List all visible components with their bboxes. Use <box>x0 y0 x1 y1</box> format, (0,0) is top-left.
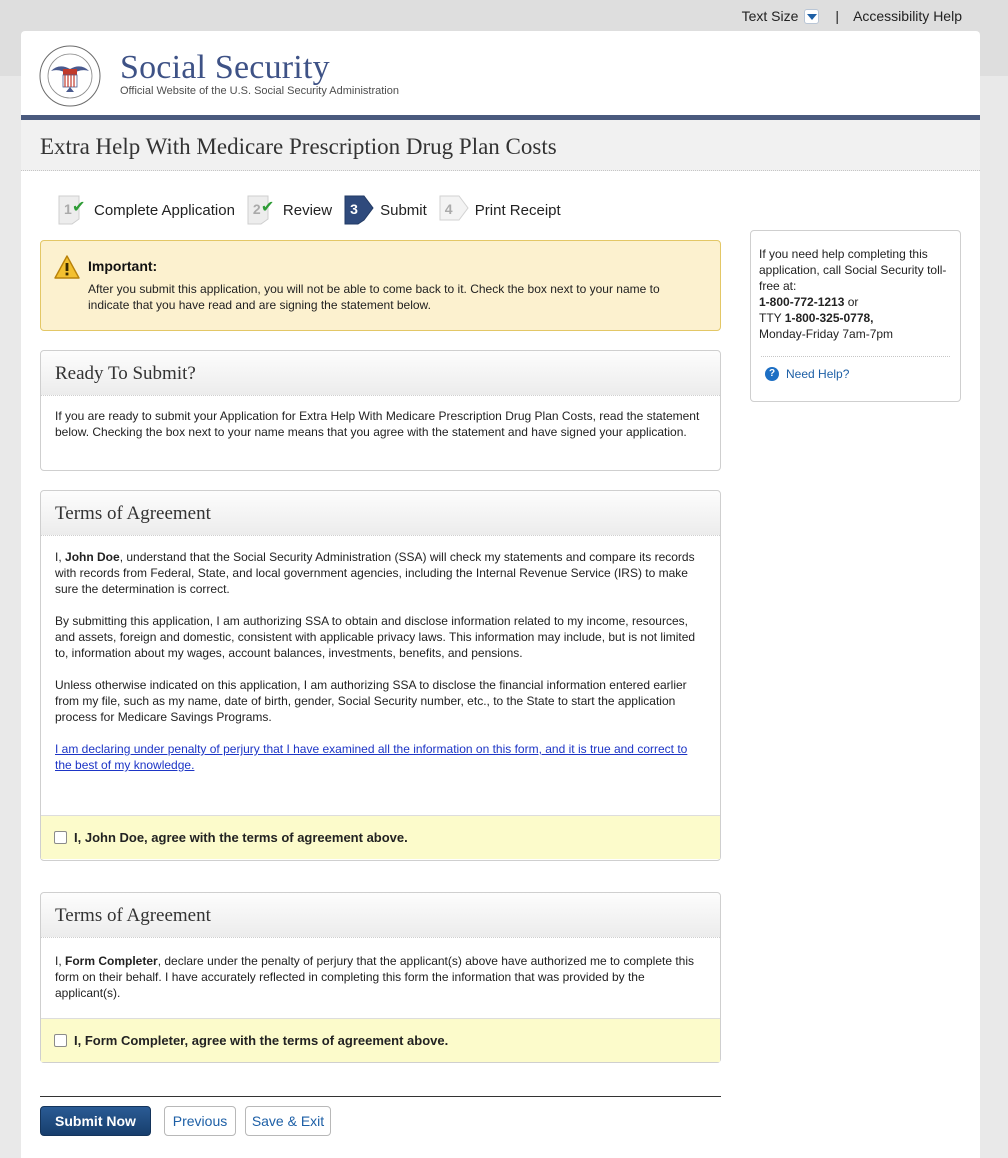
step-label: Complete Application <box>94 201 235 219</box>
agree-label[interactable]: I, Form Completer, agree with the terms of agreement above. <box>74 1033 449 1048</box>
perjury-declaration-link[interactable]: I am declaring under penalty of perjury that I have examined all the information on this form, and it is true and correct to the best of my knowledge. <box>55 742 688 772</box>
need-help-label[interactable]: Need Help? <box>786 367 850 381</box>
terms-paragraph: I, Form Completer, declare under the penalty of perjury that the applicant(s) above have authorized me to complete this form on their behalf. I have accurately reflected in completing this form the information that was provided by the applicant(s). <box>55 954 695 1000</box>
step-label: Print Receipt <box>474 201 561 219</box>
ready-text: If you are ready to submit your Application for Extra Help With Medicare Prescription Drug Plan Costs, read the statement below. Checking the box next to your name means that you agree with the statement and have signed your application. <box>55 409 700 439</box>
help-text: If you need help completing this application, call Social Security toll-free at: 1-800-772-1213 or TTY 1-800-325-0778, Monday-Friday 7am-7pm <box>759 247 947 341</box>
ssa-seal-icon[interactable] <box>39 45 101 107</box>
agree-row-completer[interactable] <box>41 1018 720 1062</box>
utility-bar <box>742 7 962 25</box>
terms-paragraph: By submitting this application, I am authorizing SSA to obtain and disclose information related to my income, resources, and assets, foreign and domestic, consistent with applicable privacy laws. This information may include, but is not limited to, information about my wages, account balances, investments, benefits, and pensions. <box>55 614 696 660</box>
step-label: Submit <box>380 201 427 219</box>
terms-paragraph: Unless otherwise indicated on this application, I am authorizing SSA to disclose the financial information entered earlier from my file, such as my name, date of birth, gender, Social Security number, etc., to the State to start the application process for Medicare Savings Programs. <box>55 678 687 724</box>
utility-separator: | <box>835 8 840 24</box>
agree-checkbox-applicant[interactable] <box>54 831 67 844</box>
chevron-down-icon[interactable] <box>804 9 819 24</box>
applicant-name: John Doe <box>65 550 120 564</box>
panel-body <box>41 536 720 815</box>
important-notice <box>40 240 721 331</box>
step-label: Review <box>282 201 333 219</box>
divider <box>761 356 950 357</box>
panel-body <box>41 396 720 453</box>
page-title-band <box>21 120 980 171</box>
question-icon: ? <box>765 367 779 381</box>
step-number-badge: 3 <box>344 195 372 225</box>
notice-body: After you submit this application, you will not be able to come back to it. Check the box next to your name to indicate that you have read and are signing the statement below. <box>88 282 660 312</box>
ready-to-submit-panel <box>40 350 721 471</box>
checkmark-icon: ✔ <box>260 199 275 216</box>
footer-divider <box>40 1096 721 1097</box>
help-sidebar <box>750 230 961 402</box>
phone-number: 1-800-772-1213 <box>759 295 845 309</box>
step-review <box>247 195 332 225</box>
previous-button[interactable]: Previous <box>164 1106 236 1136</box>
step-complete-application <box>58 195 235 225</box>
save-exit-button[interactable]: Save & Exit <box>245 1106 331 1136</box>
text-size-label: Text Size <box>741 8 799 24</box>
need-help-link[interactable] <box>765 366 952 382</box>
accessibility-help-link[interactable]: Accessibility Help <box>853 8 962 24</box>
panel-title: Terms of Agreement <box>41 893 720 938</box>
submit-now-button[interactable]: Submit Now <box>40 1106 151 1136</box>
agree-checkbox-completer[interactable] <box>54 1034 67 1047</box>
site-subtitle: Official Website of the U.S. Social Security Administration <box>120 85 399 97</box>
page-container <box>21 31 980 1158</box>
agree-row-applicant[interactable] <box>41 815 720 859</box>
site-title[interactable]: Social Security <box>120 49 330 86</box>
panel-title: Terms of Agreement <box>41 491 720 536</box>
page-title: Extra Help With Medicare Prescription Drug Plan Costs <box>40 134 557 159</box>
step-number-badge: 4 <box>439 195 467 225</box>
step-print-receipt <box>439 195 561 225</box>
progress-steps <box>58 195 573 225</box>
step-submit <box>344 195 427 225</box>
site-header <box>21 31 980 120</box>
notice-title: Important: <box>88 258 158 274</box>
agree-label[interactable]: I, John Doe, agree with the terms of agreement above. <box>74 830 408 845</box>
help-hours: Monday-Friday 7am-7pm <box>759 327 894 341</box>
terms-paragraph: I, John Doe, understand that the Social Security Administration (SSA) will check my statements and compare its records with records from Federal, State, and local government agencies, including the Internal Revenue Service (IRS) to make sure the determination is correct. <box>55 550 695 596</box>
step-number-badge: 1 ✔ <box>58 195 86 225</box>
checkmark-icon: ✔ <box>72 199 86 216</box>
tty-number: 1-800-325-0778, <box>784 311 874 325</box>
terms-agreement-panel-completer <box>40 892 721 1063</box>
text-size-control[interactable] <box>742 8 820 24</box>
warning-icon <box>54 254 80 280</box>
panel-title: Ready To Submit? <box>41 351 720 396</box>
step-number-badge: 2 ✔ <box>247 195 275 225</box>
completer-name: Form Completer <box>65 954 158 968</box>
panel-body <box>41 938 720 1018</box>
terms-agreement-panel-applicant <box>40 490 721 861</box>
